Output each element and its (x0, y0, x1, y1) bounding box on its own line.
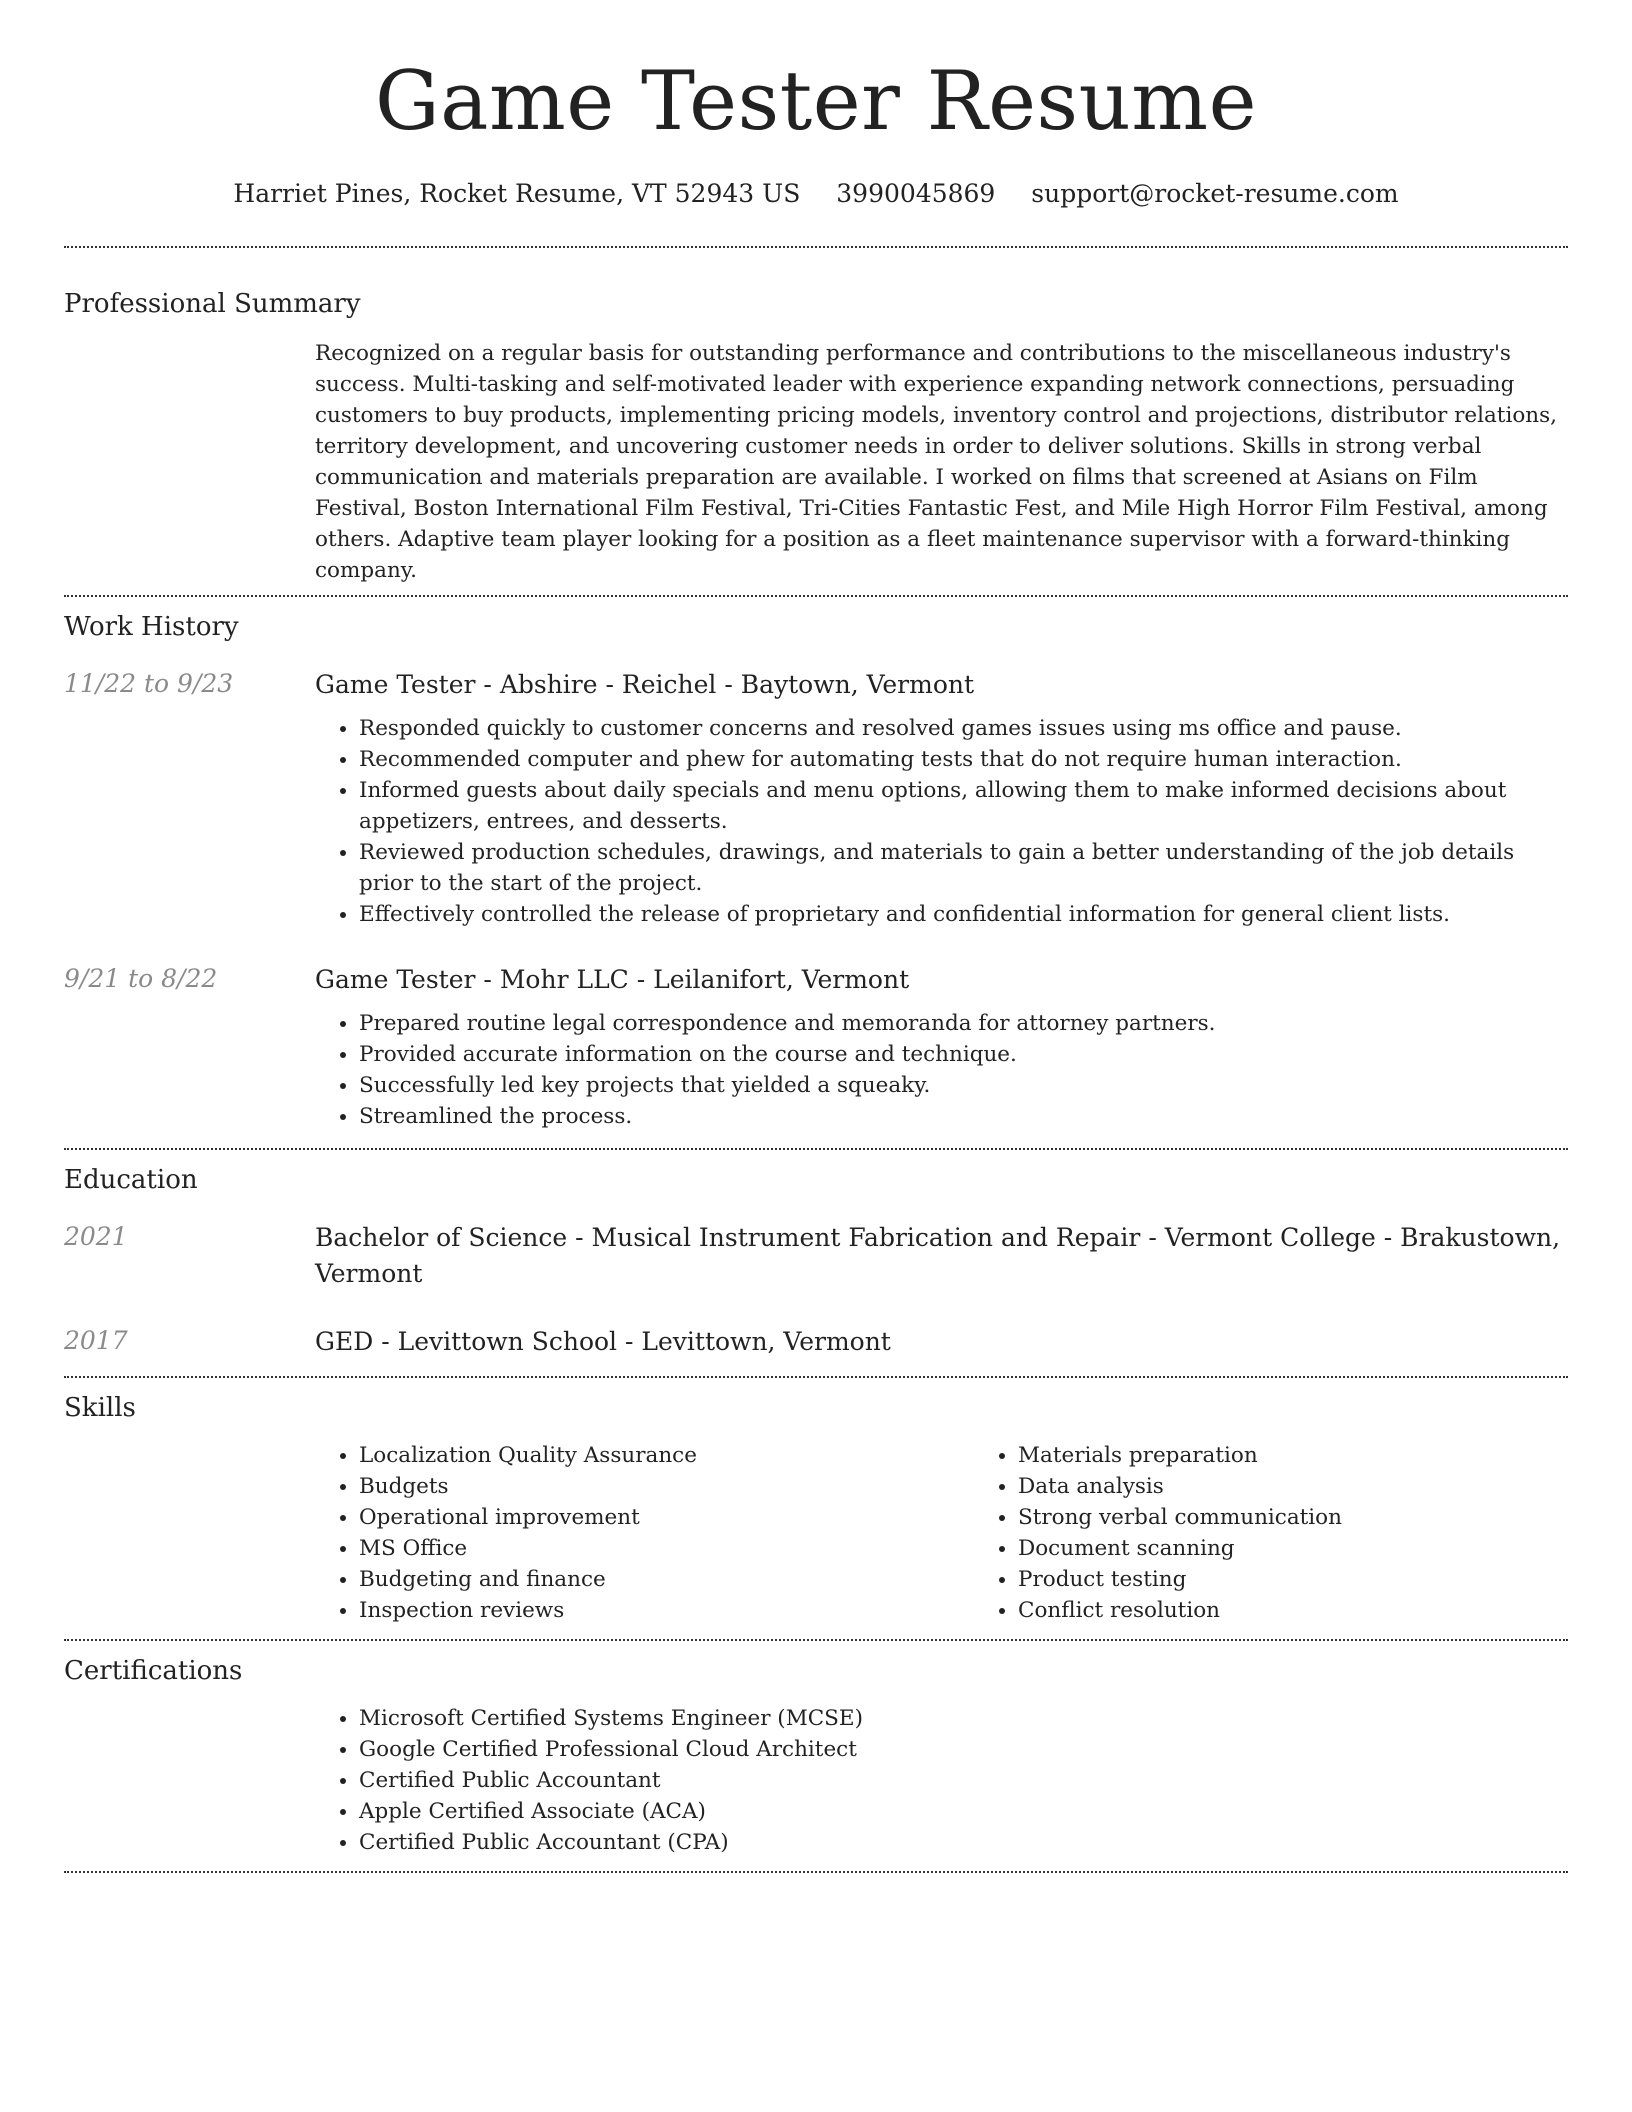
section-education (64, 1162, 1568, 1360)
job-bullet: • Recommended computer and phew for automating tests that do not require human interaction. (359, 744, 1568, 775)
section-heading-education: Education (64, 1165, 198, 1195)
contact-address: Harriet Pines, Rocket Resume, VT 52943 US (233, 179, 801, 208)
job-bullets (315, 713, 1568, 930)
section-divider (64, 1376, 1568, 1378)
section-divider (64, 1871, 1568, 1873)
job-bullet: • Prepared routine legal correspondence and memoranda for attorney partners. (359, 1008, 1568, 1039)
section-divider (64, 1148, 1568, 1150)
education-title: GED - Levittown School - Levittown, Vermont (315, 1327, 891, 1356)
certification-item: • Certified Public Accountant (359, 1765, 1568, 1796)
job-bullet: • Informed guests about daily specials and menu options, allowing them to make informed decisions about appetizers, entrees, and desserts. (359, 775, 1568, 837)
section-certifications (64, 1653, 1568, 1858)
section-divider (64, 246, 1568, 248)
job-dates: 11/22 to 9/23 (64, 669, 234, 698)
skill-item: • MS Office (359, 1533, 974, 1564)
education-year: 2021 (64, 1222, 128, 1251)
section-divider (64, 1639, 1568, 1641)
summary-text: Recognized on a regular basis for outstanding performance and contributions to the miscellaneous industry's success. Multi-tasking and self-motivated leader with experience expanding network connections, persuading customers to buy products, implementing pricing models, inventory control and projections, distributor relations, territory development, and uncovering customer needs in order to deliver solutions. Skills in strong verbal communication and materials preparation are available. I worked on films that screened at Asians on Film Festival, Boston International Film Festival, Tri-Cities Fantastic Fest, and Mile High Horror Film Festival, among others. Adaptive team player looking for a position as a fleet maintenance supervisor with a forward-thinking company. (315, 341, 1557, 583)
education-title: Bachelor of Science - Musical Instrument Fabrication and Repair - Vermont College - Brakustown, Vermont (315, 1223, 1561, 1288)
skill-item: • Data analysis (1018, 1471, 1568, 1502)
section-skills (64, 1390, 1568, 1626)
certification-item: • Google Certified Professional Cloud Architect (359, 1734, 1568, 1765)
contact-email[interactable]: support@rocket-resume.com (1031, 179, 1399, 208)
certification-item: • Certified Public Accountant (CPA) (359, 1827, 1568, 1858)
education-entry (64, 1324, 1568, 1360)
skill-item: • Product testing (1018, 1564, 1568, 1595)
job-title: Game Tester - Abshire - Reichel - Baytown, Vermont (315, 670, 975, 699)
section-work-history (64, 609, 1568, 1132)
section-heading-summary: Professional Summary (64, 289, 361, 319)
section-heading-work: Work History (64, 612, 239, 642)
section-heading-certifications: Certifications (64, 1656, 243, 1686)
skill-item: • Document scanning (1018, 1533, 1568, 1564)
certification-item: • Apple Certified Associate (ACA) (359, 1796, 1568, 1827)
job-entry (64, 962, 1568, 1132)
job-bullet: • Successfully led key projects that yielded a squeaky. (359, 1070, 1568, 1101)
section-divider (64, 595, 1568, 597)
skill-item: • Localization Quality Assurance (359, 1440, 974, 1471)
skill-item: • Inspection reviews (359, 1595, 974, 1626)
skill-item: • Budgets (359, 1471, 974, 1502)
job-dates: 9/21 to 8/22 (64, 964, 218, 993)
job-bullet: • Provided accurate information on the course and technique. (359, 1039, 1568, 1070)
skills-list-left (315, 1440, 974, 1626)
job-bullets (315, 1008, 1568, 1132)
skills-list-right (974, 1440, 1568, 1626)
resume-title: Game Tester Resume (374, 55, 1258, 149)
skill-item: • Operational improvement (359, 1502, 974, 1533)
skill-item: • Conflict resolution (1018, 1595, 1568, 1626)
certifications-list (315, 1703, 1568, 1858)
section-heading-skills: Skills (64, 1393, 136, 1423)
contact-phone: 3990045869 (836, 179, 996, 208)
job-bullet: • Reviewed production schedules, drawings, and materials to gain a better understanding of the job details prior to the start of the project. (359, 837, 1568, 899)
education-entry (64, 1220, 1568, 1292)
section-summary (64, 286, 1568, 586)
job-bullet: • Effectively controlled the release of proprietary and confidential information for general client lists. (359, 899, 1568, 930)
job-entry (64, 667, 1568, 930)
skill-item: • Materials preparation (1018, 1440, 1568, 1471)
certification-item: • Microsoft Certified Systems Engineer (MCSE) (359, 1703, 1568, 1734)
job-title: Game Tester - Mohr LLC - Leilanifort, Vermont (315, 965, 910, 994)
job-bullet: • Streamlined the process. (359, 1101, 1568, 1132)
skill-item: • Budgeting and finance (359, 1564, 974, 1595)
education-year: 2017 (64, 1326, 128, 1355)
skill-item: • Strong verbal communication (1018, 1502, 1568, 1533)
contact-line (64, 174, 1568, 214)
job-bullet: • Responded quickly to customer concerns and resolved games issues using ms office and pause. (359, 713, 1568, 744)
